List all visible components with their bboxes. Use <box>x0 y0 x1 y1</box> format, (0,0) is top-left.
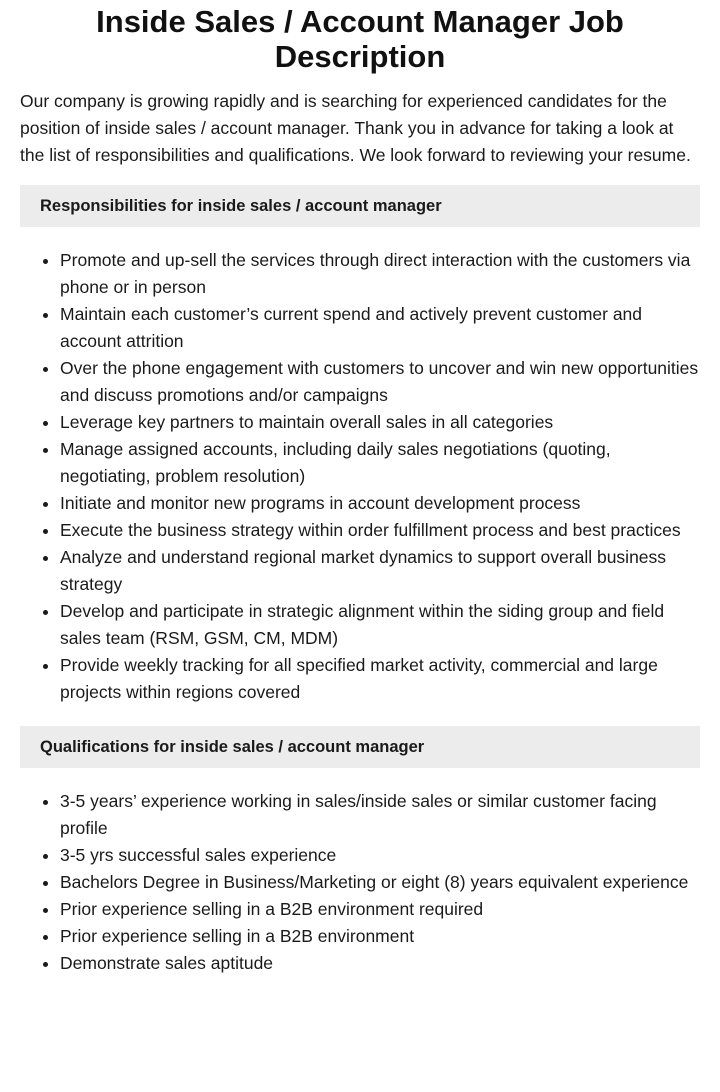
page-title: Inside Sales / Account Manager Job Description <box>96 4 624 74</box>
list-item: • Analyze and understand regional market dynamics to support overall business strategy <box>60 544 700 598</box>
intro-paragraph: Our company is growing rapidly and is searching for experienced candidates for the position of inside sales / account manager. Thank you in advance for taking a look at the list of responsibilities and qualifications. We look forward to reviewing your resume. <box>20 91 691 165</box>
list-item: • Execute the business strategy within order fulfillment process and best practices <box>60 517 700 544</box>
list-item: • Prior experience selling in a B2B environment <box>60 923 700 950</box>
qualifications-heading: Qualifications for inside sales / account manager <box>20 726 700 768</box>
list-item: • Promote and up-sell the services through direct interaction with the customers via phone or in person <box>60 247 700 301</box>
list-item: • Develop and participate in strategic alignment within the siding group and field sales team (RSM, GSM, CM, MDM) <box>60 598 700 652</box>
list-item: • Manage assigned accounts, including daily sales negotiations (quoting, negotiating, problem resolution) <box>60 436 700 490</box>
list-item: • Over the phone engagement with customers to uncover and win new opportunities and discuss promotions and/or campaigns <box>60 355 700 409</box>
list-item: • Bachelors Degree in Business/Marketing or eight (8) years equivalent experience <box>60 869 700 896</box>
list-item: • Provide weekly tracking for all specified market activity, commercial and large projects within regions covered <box>60 652 700 706</box>
list-item: • Prior experience selling in a B2B environment required <box>60 896 700 923</box>
list-item: • Maintain each customer’s current spend and actively prevent customer and account attrition <box>60 301 700 355</box>
list-item: • Leverage key partners to maintain overall sales in all categories <box>60 409 700 436</box>
list-item: • Initiate and monitor new programs in account development process <box>60 490 700 517</box>
qualifications-list <box>20 788 700 977</box>
responsibilities-heading: Responsibilities for inside sales / account manager <box>20 185 700 227</box>
responsibilities-list <box>20 247 700 706</box>
list-item: • 3-5 yrs successful sales experience <box>60 842 700 869</box>
list-item: • Demonstrate sales aptitude <box>60 950 700 977</box>
list-item: • 3-5 years’ experience working in sales/inside sales or similar customer facing profile <box>60 788 700 842</box>
